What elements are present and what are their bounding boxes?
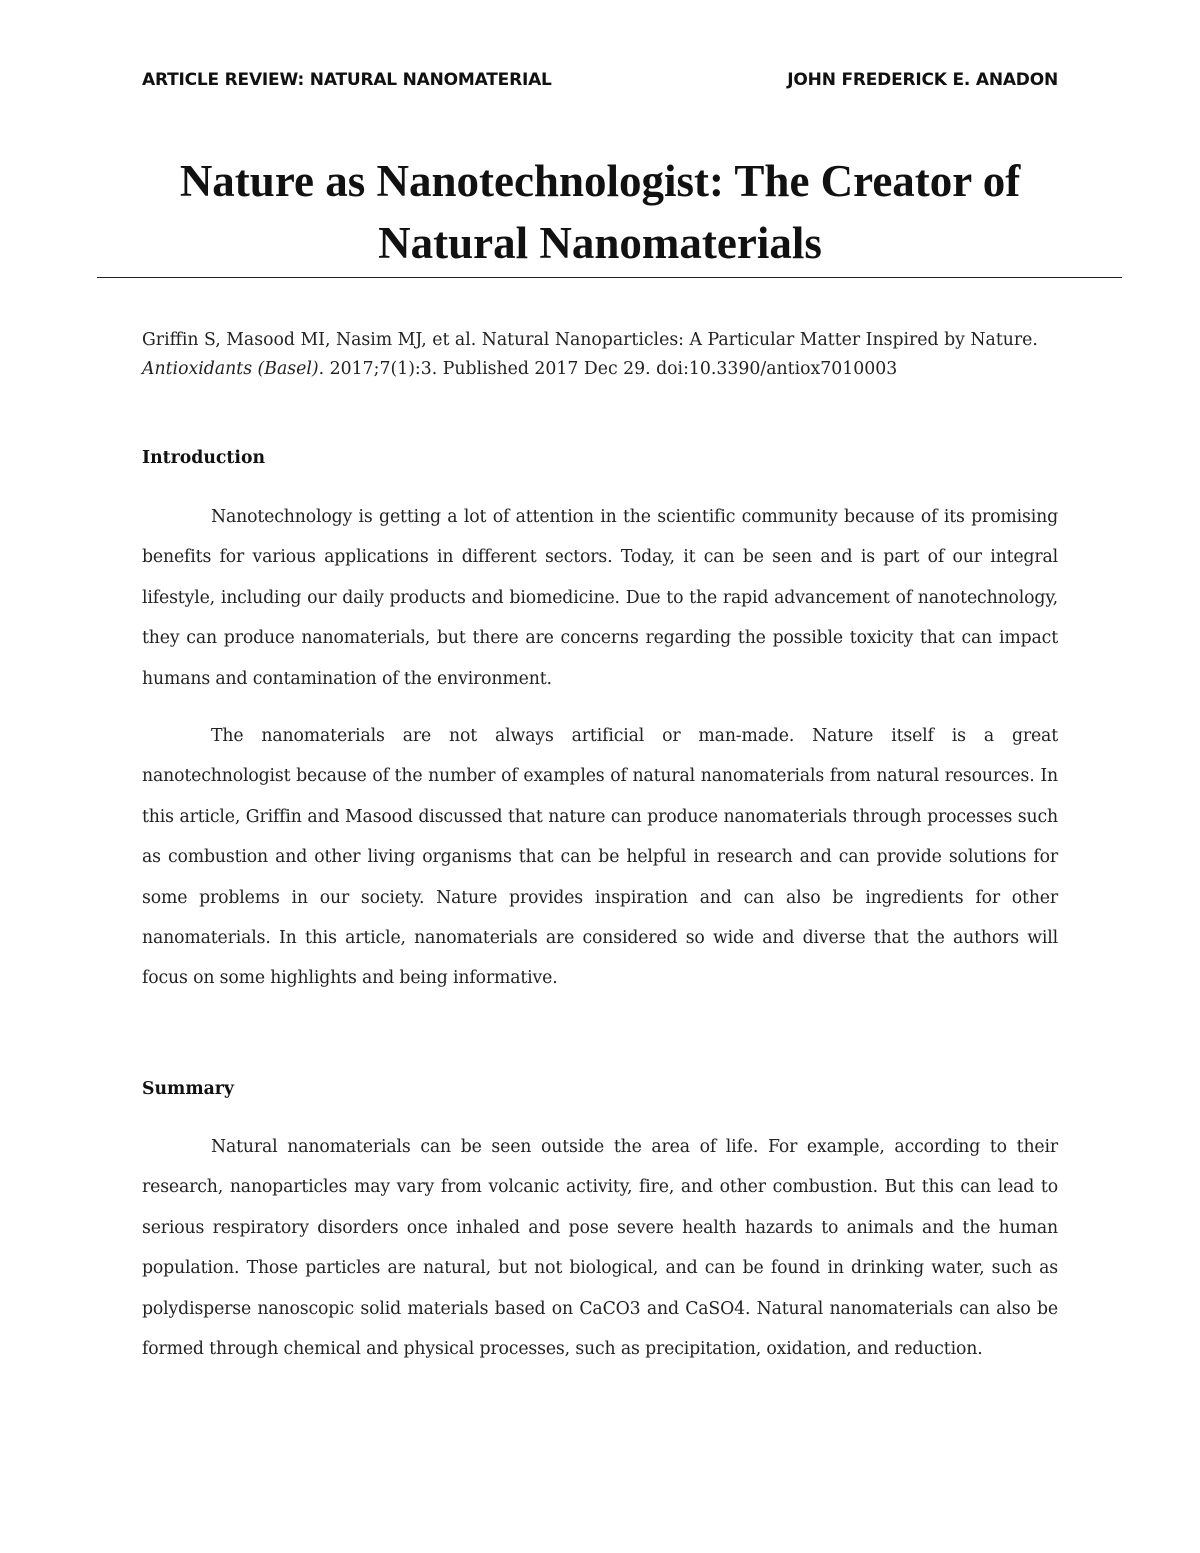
title-line-1: Nature as Nanotechnologist: The Creator of	[179, 156, 1021, 206]
document-title	[100, 150, 1100, 274]
running-header	[142, 70, 1058, 100]
introduction-paragraph-1: Nanotechnology is getting a lot of attention in the scientific community because of its promising benefits for various applications in different sectors. Today, it can be seen and is part of our integral lifestyle, including our daily products and biomedicine. Due to the rapid advancement of nanotechnology, they can produce nanomaterials, but there are concerns regarding the possible toxicity that can impact humans and contamination of the environment.	[142, 507, 1058, 689]
citation	[142, 326, 1062, 384]
citation-journal: Antioxidants (Basel)	[142, 359, 319, 379]
citation-details: . 2017;7(1):3. Published 2017 Dec 29. doi:10.3390/antiox7010003	[318, 359, 898, 379]
summary-heading: Summary	[142, 1079, 234, 1099]
introduction-paragraph-2: The nanomaterials are not always artificial or man-made. Nature itself is a great nanotechnologist because of the number of examples of natural nanomaterials from natural resources. In this article, Griffin and Masood discussed that nature can produce nanomaterials through processes such as combustion and other living organisms that can be helpful in research and can provide solutions for some problems in our society. Nature provides inspiration and can also be ingredients for other nanomaterials. In this article, nanomaterials are considered so wide and diverse that the authors will focus on some highlights and being informative.	[142, 726, 1058, 989]
header-article-type: ARTICLE REVIEW: NATURAL NANOMATERIAL	[142, 70, 552, 90]
introduction-heading: Introduction	[142, 448, 266, 468]
citation-authors-title: Griffin S, Masood MI, Nasim MJ, et al. Natural Nanoparticles: A Particular Matter Inspired by Nature.	[142, 330, 1038, 350]
summary-paragraph-1: Natural nanomaterials can be seen outside the area of life. For example, according to their research, nanoparticles may vary from volcanic activity, fire, and other combustion. But this can lead to serious respiratory disorders once inhaled and pose severe health hazards to animals and the human population. Those particles are natural, but not biological, and can be found in drinking water, such as polydisperse nanoscopic solid materials based on CaCO3 and CaSO4. Natural nanomaterials can also be formed through chemical and physical processes, such as precipitation, oxidation, and reduction.	[142, 1137, 1058, 1360]
title-line-2: Natural Nanomaterials	[378, 218, 822, 268]
header-author-name: JOHN FREDERICK E. ANADON	[787, 70, 1058, 90]
title-divider	[97, 277, 1122, 278]
